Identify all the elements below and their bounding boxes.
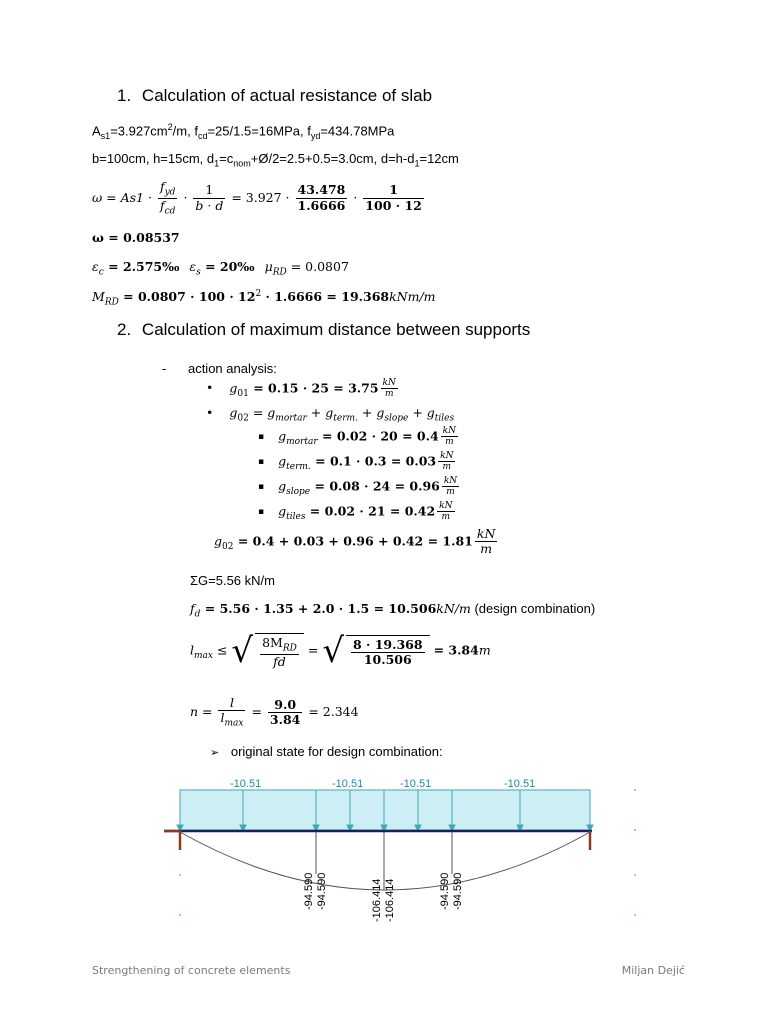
- as1-unit: /m, f: [172, 123, 198, 139]
- fcd-f-sub: cd: [164, 206, 176, 217]
- mrd-rest: · 1.6666 = 19.368: [261, 289, 390, 305]
- g02-p3: + g: [408, 405, 435, 420]
- section-2-heading: [117, 320, 530, 340]
- fd-unit: kN/m: [436, 601, 471, 616]
- n-den: l: [220, 710, 225, 726]
- original-state-item: [210, 744, 443, 759]
- fraction-1-over-1200: [363, 183, 424, 213]
- moment-label-4: -106.414: [384, 878, 396, 922]
- footer-right: Miljan Dejić: [621, 964, 685, 977]
- moment-label-5: -94.590: [439, 872, 451, 910]
- lmax-d2: 10.506: [363, 652, 412, 668]
- fd-line: [190, 601, 595, 620]
- g02-sum-unit-den: m: [480, 541, 493, 557]
- as1-sup: 2: [167, 122, 173, 132]
- bullet: •: [206, 405, 214, 420]
- num-1: 1: [363, 183, 424, 198]
- geom-e: =12cm: [419, 151, 459, 166]
- g-tiles-line: ▪ $g_{tiles} = 0.02 \cdot 21 = 0.42$ $\frac{kN}{m}$: [258, 501, 453, 523]
- fcd-f: f: [159, 197, 165, 213]
- n-lhs: n =: [190, 704, 213, 720]
- omega-mid: = 3.927 ·: [231, 189, 290, 205]
- left-support: [164, 831, 180, 850]
- lmax-d1: fd: [273, 653, 286, 669]
- mrd-eq: = 0.0807 · 100 · 12: [118, 289, 256, 305]
- g02-sum-line: [214, 527, 499, 557]
- fyd-f-sub: yd: [164, 187, 176, 198]
- g-slope-line: ▪ $g_{slope} = 0.08 \cdot 24 = 0.96$ $\frac{kN}{m}$: [258, 476, 458, 498]
- geom-c: +Ø/2=2.5+0.5=3.0cm, d=h-d: [250, 151, 415, 166]
- lmax-frac-2: [351, 638, 425, 668]
- n-line: [190, 696, 359, 729]
- load-label-1: -10.51: [230, 778, 262, 790]
- fyd-over-fcd: [158, 180, 178, 217]
- den-16666: 1.6666: [297, 197, 346, 213]
- g02-sum-unit-num: kN: [476, 526, 496, 541]
- g-mortar-sub: mortar: [286, 436, 318, 447]
- g01-eq: = 0.15 · 25 = 3.75: [248, 380, 379, 396]
- strain-line: [92, 259, 349, 278]
- fd-eq: = 5.56 · 1.35 + 2.0 · 1.5 = 10.506: [200, 601, 437, 616]
- g-mortar-unit-num: kN: [442, 426, 457, 436]
- g-slope-unit: [442, 476, 459, 498]
- distributed-load-area: [180, 790, 590, 830]
- eps-c-val: = 2.575‰: [103, 259, 180, 274]
- as1-sub: s1: [100, 130, 111, 141]
- fyd-sub: yd: [310, 130, 321, 141]
- section-1-heading: [117, 86, 432, 106]
- omega-lhs: ω = As1 ·: [92, 189, 152, 205]
- num-43478: 43.478: [297, 182, 346, 198]
- one-over-bd: [193, 183, 225, 213]
- den-100-12: 100 · 12: [365, 197, 422, 213]
- reinforcement-data-line: [92, 122, 394, 141]
- g-tiles-unit-den: m: [441, 512, 451, 523]
- fd-note: (design combination): [470, 601, 596, 616]
- geom-d2-sub: 1: [414, 158, 420, 169]
- g02-s4: tiles: [434, 413, 455, 424]
- n-eq: =: [251, 704, 262, 720]
- lmax-sub: max: [194, 651, 213, 662]
- section-2-number: 2.: [117, 320, 132, 339]
- g-slope-eq: = 0.08 · 24 = 0.96: [310, 478, 440, 494]
- fcd-value: =25/1.5=16MPa, f: [207, 123, 311, 139]
- moment-label-6: -94.590: [452, 872, 464, 910]
- lmax-frac-1: [260, 636, 299, 669]
- mrd-line: [92, 289, 436, 308]
- mrd-m: M: [92, 289, 105, 305]
- fyd-f: f: [159, 179, 165, 194]
- g-slope-unit-den: m: [446, 487, 455, 498]
- eps-s: ε: [189, 259, 197, 274]
- fcd-sub: cd: [197, 130, 208, 141]
- square-bullet: ▪: [258, 506, 265, 517]
- bullet: •: [206, 380, 214, 396]
- dash-marker: -: [162, 361, 167, 376]
- load-label-3: -10.51: [400, 778, 432, 790]
- section-2-title: Calculation of maximum distance between supports: [141, 320, 531, 339]
- g02-eq: = g: [248, 405, 276, 420]
- g02-line: [206, 405, 454, 424]
- as1-value: =3.927cm: [110, 123, 168, 139]
- g01-line: [206, 378, 400, 400]
- fd-sub: d: [194, 609, 201, 620]
- lmax-n1-sub: RD: [282, 643, 297, 654]
- fyd-value: =434.78MPa: [320, 123, 395, 139]
- square-bullet: ▪: [258, 431, 265, 442]
- action-analysis-item: [162, 361, 277, 376]
- g-tiles-unit: [437, 501, 454, 523]
- g01-unit-den: m: [384, 389, 394, 400]
- one-num: 1: [193, 183, 225, 198]
- mrd-sub: RD: [104, 297, 119, 308]
- g-mortar-unit: [441, 426, 458, 448]
- eps-s-val: = 20‰: [200, 259, 255, 274]
- bd-den: b · d: [195, 197, 224, 213]
- moment-label-1: -94.590: [303, 872, 315, 910]
- g01-g: g: [229, 380, 238, 396]
- eps-s-sub: s: [196, 267, 201, 278]
- square-bullet: ▪: [258, 456, 265, 467]
- square-bullet: ▪: [258, 481, 265, 492]
- g-term-line: ▪ $g_{term.} = 0.1 \cdot 0.3 = 0.03$ $\frac{kN}{m}$: [258, 451, 454, 473]
- sigma-g-line: ΣG=5.56 kN/m: [190, 573, 275, 588]
- geom-cnom-sub: nom: [233, 158, 251, 169]
- fd-f: f: [190, 601, 195, 616]
- lmax-le: ≤: [212, 642, 228, 658]
- footer-left: Strengthening of concrete elements: [92, 964, 291, 977]
- eps-c: ε: [92, 259, 99, 274]
- mu-rd: μ: [264, 259, 273, 274]
- n-frac-1: [218, 696, 245, 729]
- n-frac-2: [268, 698, 302, 728]
- fraction-43478: [296, 183, 348, 213]
- g02-g: g: [229, 405, 238, 420]
- g02-sum-g: g: [214, 533, 223, 549]
- n-d2: 3.84: [269, 712, 301, 728]
- g-mortar-unit-den: m: [445, 437, 454, 448]
- action-analysis-label: action analysis:: [187, 361, 277, 376]
- geometry-data-line: [92, 151, 459, 169]
- lmax-unit: m: [478, 642, 491, 658]
- g-tiles-eq: = 0.02 · 21 = 0.42: [305, 503, 436, 519]
- lmax-n1: 8M: [262, 635, 283, 650]
- lmax-line: $l_{max}$ ≤ √ $\frac{8M_{RD}}{fd}$ = √ $\frac{8 \cdot 19.368}{10.506}$ = 3.84m: [190, 631, 491, 672]
- eps-c-sub: c: [98, 267, 104, 278]
- mrd-unit: kNm/m: [389, 289, 436, 305]
- g02-s3: slope: [384, 413, 409, 424]
- g-tiles-sub: tiles: [286, 511, 306, 522]
- geom-d-sub: 1: [214, 158, 220, 169]
- mu-rd-val: = 0.0807: [286, 259, 349, 274]
- g-term-unit-num: kN: [440, 451, 454, 461]
- moment-label-2: -94.590: [316, 872, 328, 910]
- original-state-label: original state for design combination:: [230, 744, 443, 759]
- geom-b: =c: [219, 151, 234, 166]
- g02-sum-sub: 02: [222, 541, 234, 552]
- g-tiles-unit-num: kN: [439, 501, 453, 511]
- mrd-sup: 2: [255, 289, 262, 299]
- g-term-unit: [438, 451, 455, 473]
- g-term-eq: = 0.1 · 0.3 = 0.03: [310, 453, 437, 469]
- lmax-n2: 8 · 19.368: [352, 636, 423, 652]
- omega-value: ω = 0.08537: [92, 230, 180, 245]
- geom-a: b=100cm, h=15cm, d: [92, 151, 215, 166]
- load-label-2: -10.51: [332, 778, 364, 790]
- lmax-res: = 3.84: [433, 642, 479, 658]
- as1-symbol: A: [92, 123, 101, 139]
- g02-p1: + g: [306, 405, 334, 420]
- g-mortar-line: ▪ $g_{mortar} = 0.02 \cdot 20 = 0.4$ $\frac{kN}{m}$: [258, 426, 457, 448]
- moment-label-3: -106.414: [371, 878, 383, 922]
- n-res: = 2.344: [308, 704, 359, 720]
- g-slope-sub: slope: [286, 486, 311, 497]
- beam-diagram: [160, 770, 650, 930]
- mu-rd-sub: RD: [272, 267, 287, 278]
- n-num: l: [218, 696, 245, 711]
- g02-p2: + g: [357, 405, 385, 420]
- load-label-4: -10.51: [504, 778, 536, 790]
- g02-sub: 02: [237, 413, 249, 424]
- g-mortar-eq: = 0.02 · 20 = 0.4: [317, 428, 439, 444]
- g01-sub: 01: [237, 388, 249, 399]
- lmax-l: l: [190, 642, 194, 658]
- g-term-sub: term.: [286, 461, 311, 472]
- g02-s1: mortar: [275, 413, 307, 424]
- lmax-eq: =: [307, 642, 319, 658]
- section-1-number: 1.: [117, 86, 132, 105]
- n-den-sub: max: [224, 718, 244, 729]
- g-slope-unit-num: kN: [443, 476, 458, 486]
- g02-sum-eq: = 0.4 + 0.03 + 0.96 + 0.42 = 1.81: [233, 533, 473, 549]
- g02-sum-unit: [475, 527, 498, 557]
- omega-equation: ω = As1 · $\frac{f_{yd}}{f_{cd}}$ · $\frac{1}{b \cdot d}$ = 3.927 · $\frac{43.478}{1.6666}$ · $\frac{1}{100 \cdot 12}$: [92, 179, 422, 217]
- g01-unit: [381, 378, 398, 400]
- g-term-unit-den: m: [442, 462, 452, 473]
- n-n2: 9.0: [268, 698, 302, 713]
- arrow-bullet: ➢: [210, 747, 220, 759]
- g01-unit-num: kN: [382, 378, 396, 388]
- g02-s2: term.: [333, 413, 358, 424]
- section-1-title: Calculation of actual resistance of slab: [141, 86, 433, 105]
